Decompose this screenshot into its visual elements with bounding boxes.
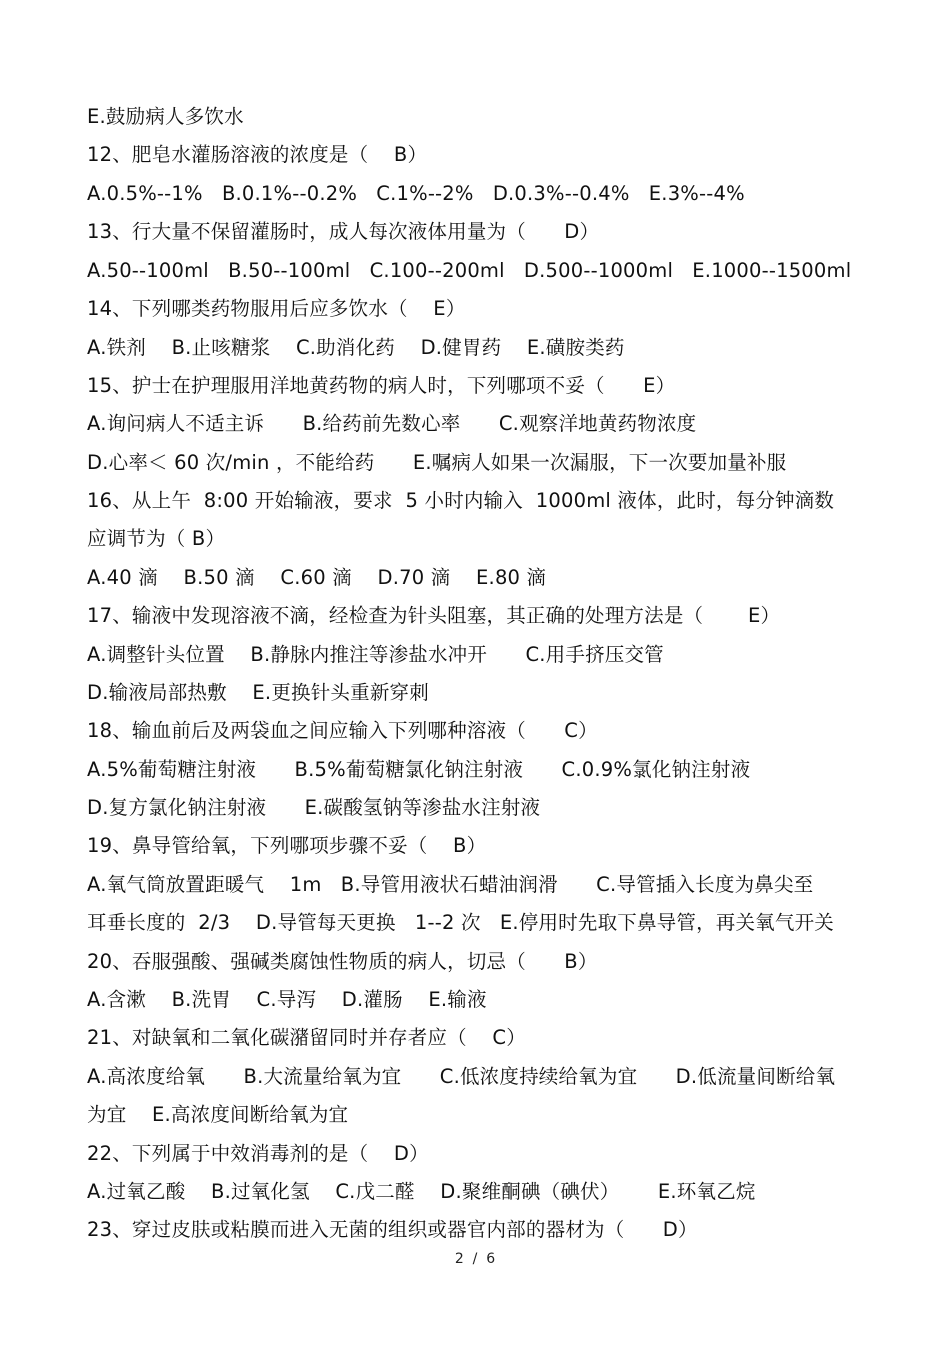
- options-15-a: A.询问病人不适主诉 B.给药前先数心率 C.观察洋地黄药物浓度: [87, 412, 697, 435]
- options-15-b: D.心率＜ 60 次/min ，不能给药 E.嘱病人如果一次漏服，下一次要加量补服: [87, 451, 787, 474]
- question-20: 20、吞服强酸、强碱类腐蚀性物质的病人，切忌（ B）: [87, 950, 598, 973]
- question-19: 19、鼻导管给氧，下列哪项步骤不妥（ B）: [87, 834, 487, 857]
- options-22: A.过氧乙酸 B.过氧化氢 C.戊二醛 D.聚维酮碘（碘伏） E.环氧乙烷: [87, 1180, 756, 1203]
- question-14: 14、下列哪类药物服用后应多饮水（ E）: [87, 297, 466, 320]
- text-line-1: E.鼓励病人多饮水: [87, 105, 244, 128]
- options-16: A.40 滴 B.50 滴 C.60 滴 D.70 滴 E.80 滴: [87, 566, 547, 589]
- options-19-a: A.氧气筒放置距暖气 1m B.导管用液状石蜡油润滑 C.导管插入长度为鼻尖至: [87, 873, 814, 896]
- options-18-a: A.5%葡萄糖注射液 B.5%葡萄糖氯化钠注射液 C.0.9%氯化钠注射液: [87, 758, 751, 781]
- question-13: 13、行大量不保留灌肠时，成人每次液体用量为（ D）: [87, 220, 600, 243]
- question-17: 17、输液中发现溶液不滴，经检查为针头阻塞，其正确的处理方法是（ E）: [87, 604, 781, 627]
- question-12: 12、肥皂水灌肠溶液的浓度是（ B）: [87, 143, 428, 166]
- options-17-a: A.调整针头位置 B.静脉内推注等渗盐水冲开 C.用手挤压交管: [87, 643, 664, 666]
- page-number: 2 / 6: [454, 1251, 496, 1267]
- question-16-cont: 应调节为（ B）: [87, 527, 226, 550]
- options-19-b: 耳垂长度的 2/3 D.导管每天更换 1--2 次 E.停用时先取下鼻导管，再关氧气开关: [87, 911, 834, 934]
- question-15: 15、护士在护理服用洋地黄药物的病人时，下列哪项不妥（ E）: [87, 374, 676, 397]
- question-23: 23、穿过皮肤或粘膜而进入无菌的组织或器官内部的器材为（ D）: [87, 1218, 698, 1241]
- question-18: 18、输血前后及两袋血之间应输入下列哪种溶液（ C）: [87, 719, 598, 742]
- options-13: A.50--100ml B.50--100ml C.100--200ml D.500--1000ml E.1000--1500ml: [87, 259, 852, 282]
- question-21: 21、对缺氧和二氧化碳潴留同时并存者应（ C）: [87, 1026, 526, 1049]
- options-21-a: A.高浓度给氧 B.大流量给氧为宜 C.低浓度持续给氧为宜 D.低流量间断给氧: [87, 1065, 836, 1088]
- options-18-b: D.复方氯化钠注射液 E.碳酸氢钠等渗盐水注射液: [87, 796, 541, 819]
- options-21-b: 为宜 E.高浓度间断给氧为宜: [87, 1103, 349, 1126]
- question-22: 22、下列属于中效消毒剂的是（ D）: [87, 1142, 429, 1165]
- question-16: 16、从上午 8:00 开始输液，要求 5 小时内输入 1000ml 液体，此时，每分钟滴数: [87, 489, 835, 512]
- options-14: A.铁剂 B.止咳糖浆 C.助消化药 D.健胃药 E.磺胺类药: [87, 336, 625, 359]
- options-17-b: D.输液局部热敷 E.更换针头重新穿刺: [87, 681, 429, 704]
- options-20: A.含漱 B.洗胃 C.导泻 D.灌肠 E.输液: [87, 988, 487, 1011]
- options-12: A.0.5%--1% B.0.1%--0.2% C.1%--2% D.0.3%--0.4% E.3%--4%: [87, 182, 745, 205]
